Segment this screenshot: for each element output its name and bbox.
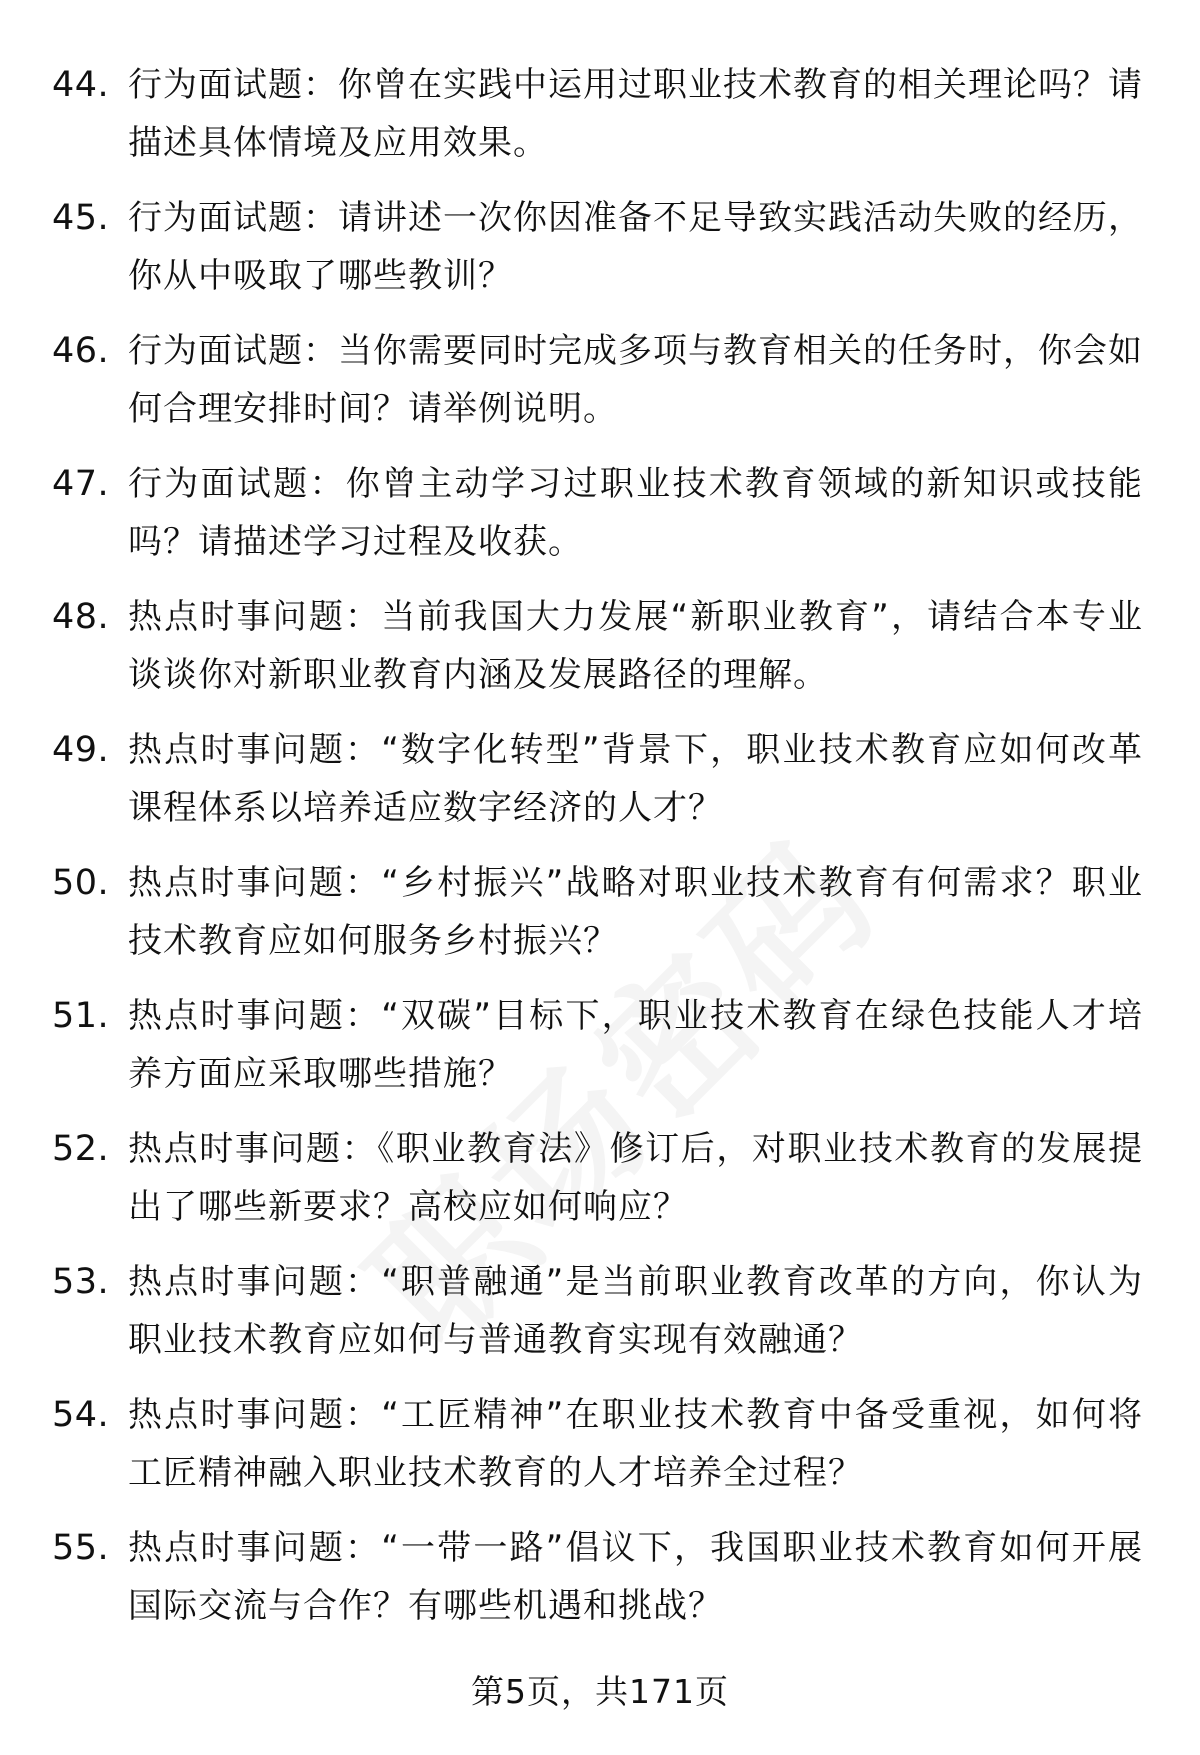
list-item: [0, 189, 1200, 322]
question-number: 44.: [52, 65, 110, 105]
question-text: 热点时事问题：当前我国大力发展“新职业教育”，请结合本专业谈谈你对新职业教育内涵及发展路径的理解。: [128, 597, 1143, 695]
list-item: [0, 721, 1200, 854]
question-text: 热点时事问题：“工匠精神”在职业技术教育中备受重视，如何将工匠精神融入职业技术教育的人才培养全过程？: [128, 1395, 1143, 1493]
question-number: 49.: [52, 730, 110, 770]
question-text: 行为面试题：你曾在实践中运用过职业技术教育的相关理论吗？请描述具体情境及应用效果。: [128, 65, 1143, 163]
question-list: [0, 56, 1200, 1652]
list-item: [0, 322, 1200, 455]
list-item: [0, 1386, 1200, 1519]
list-item: [0, 1120, 1200, 1253]
page-footer: 第5页，共171页: [471, 1672, 729, 1711]
question-number: 52.: [52, 1129, 110, 1169]
question-text: 行为面试题：你曾主动学习过职业技术教育领域的新知识或技能吗？请描述学习过程及收获。: [128, 464, 1143, 562]
list-item: [0, 455, 1200, 588]
question-text: 热点时事问题：“职普融通”是当前职业教育改革的方向，你认为职业技术教育应如何与普通教育实现有效融通？: [128, 1262, 1143, 1360]
question-number: 45.: [52, 198, 110, 238]
list-item: [0, 56, 1200, 189]
question-number: 51.: [52, 996, 110, 1036]
list-item: [0, 1253, 1200, 1386]
question-text: 热点时事问题：《职业教育法》修订后，对职业技术教育的发展提出了哪些新要求？高校应如何响应？: [128, 1129, 1143, 1227]
question-text: 热点时事问题：“一带一路”倡议下，我国职业技术教育如何开展国际交流与合作？有哪些机遇和挑战？: [128, 1528, 1143, 1626]
question-number: 53.: [52, 1262, 110, 1302]
list-item: [0, 588, 1200, 721]
question-text: 行为面试题：当你需要同时完成多项与教育相关的任务时，你会如何合理安排时间？请举例说明。: [128, 331, 1143, 429]
question-number: 55.: [52, 1528, 110, 1568]
question-text: 行为面试题：请讲述一次你因准备不足导致实践活动失败的经历，你从中吸取了哪些教训？: [128, 198, 1143, 296]
question-number: 54.: [52, 1395, 110, 1435]
question-text: 热点时事问题：“乡村振兴”战略对职业技术教育有何需求？职业技术教育应如何服务乡村振兴？: [128, 863, 1143, 961]
question-number: 50.: [52, 863, 110, 903]
question-number: 46.: [52, 331, 110, 371]
list-item: [0, 1519, 1200, 1652]
list-item: [0, 987, 1200, 1120]
question-number: 48.: [52, 597, 110, 637]
list-item: [0, 854, 1200, 987]
question-number: 47.: [52, 464, 110, 504]
question-text: 热点时事问题：“双碳”目标下，职业技术教育在绿色技能人才培养方面应采取哪些措施？: [128, 996, 1143, 1094]
question-text: 热点时事问题：“数字化转型”背景下，职业技术教育应如何改革课程体系以培养适应数字经济的人才？: [128, 730, 1143, 828]
